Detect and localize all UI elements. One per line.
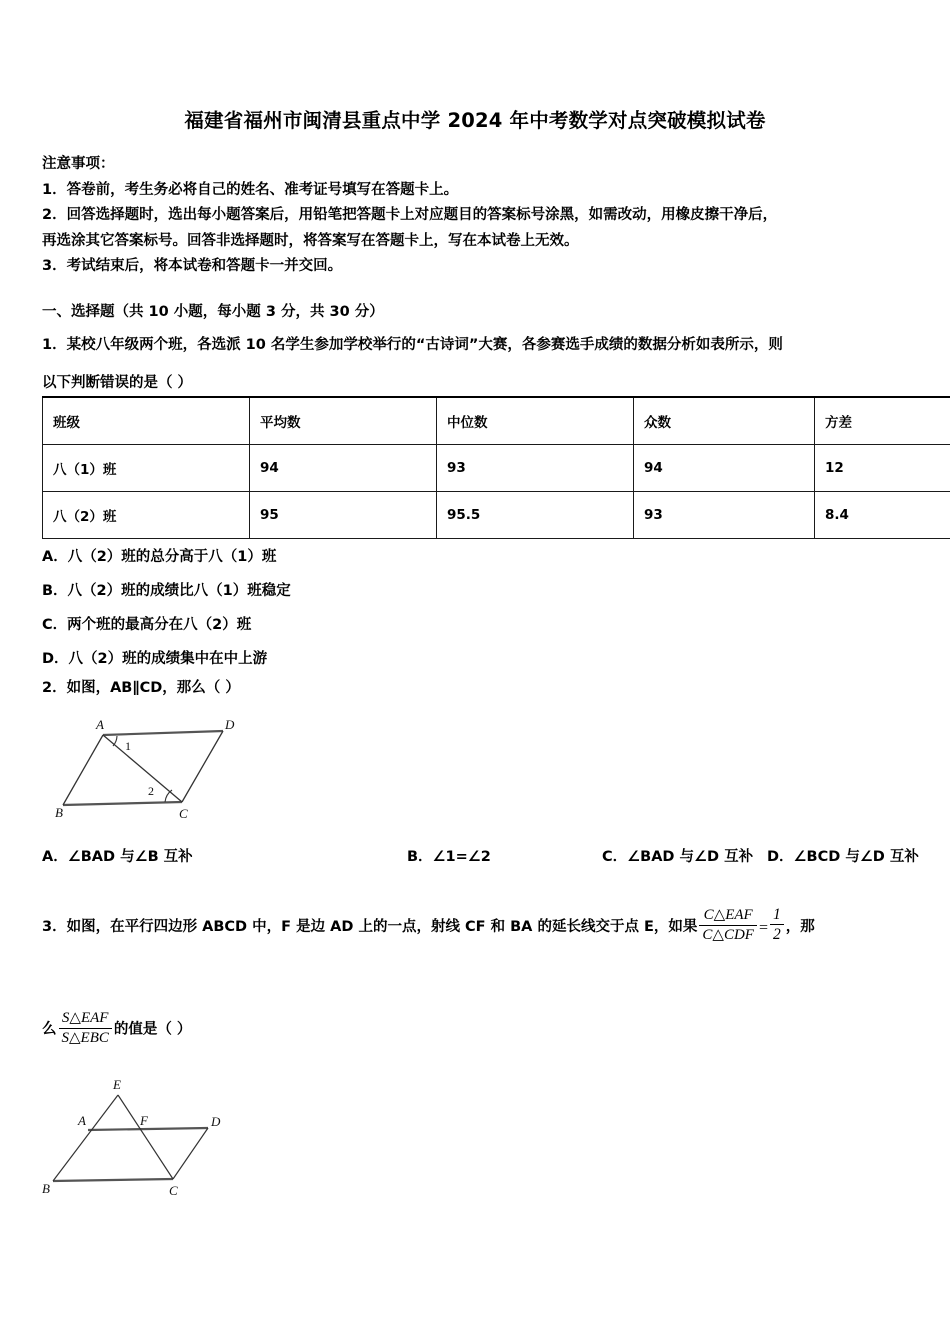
figure-1-label-c: C <box>179 806 188 821</box>
figure-2-label-a: A <box>78 1113 86 1128</box>
question-1-stem <box>42 326 908 402</box>
question-1-stem-line-2: 以下判断错误的是（ ） <box>42 375 193 391</box>
table-row <box>43 492 950 539</box>
notice-line-1: 1．答卷前，考生务必将自己的姓名、准考证号填写在答题卡上。 <box>42 181 459 198</box>
equals-sign: = <box>758 919 768 937</box>
question-2-options <box>42 845 919 869</box>
page-title: 福建省福州市闽清县重点中学 2024 年中考数学对点突破模拟试卷 <box>184 109 766 132</box>
table-cell: 八（1）班 <box>43 445 250 492</box>
question-2-figure <box>55 712 250 830</box>
figure-1-angle-1-label: 1 <box>125 739 131 753</box>
notice-line-3: 再选涂其它答案标号。回答非选择题时，将答案写在答题卡上，写在本试卷上无效。 <box>42 232 579 249</box>
question-3-fraction-area <box>59 1010 112 1047</box>
table-cell: 94 <box>250 445 437 492</box>
table-header-cell: 中位数 <box>437 397 634 445</box>
figure-1-label-b: B <box>55 805 63 820</box>
fraction-numerator: C△EAF <box>699 907 757 926</box>
fraction-denominator: C△CDF <box>702 927 754 944</box>
notice-line-2: 2．回答选择题时，选出每小题答案后，用铅笔把答题卡上对应题目的答案标号涂黑，如需改动，用橡皮擦干净后， <box>42 207 778 223</box>
notice-heading: 注意事项： <box>42 156 115 172</box>
table-cell: 八（2）班 <box>43 492 250 539</box>
fraction-numerator: S△EAF <box>59 1010 112 1029</box>
question-1-option-d[interactable]: D．八（2）班的成绩集中在中上游 <box>42 651 268 667</box>
notice-line-4: 3．考试结束后，将本试卷和答题卡一并交回。 <box>42 258 343 274</box>
figure-2-label-e: E <box>113 1078 121 1092</box>
question-2-option-c[interactable]: C．∠BAD 与∠D 互补 <box>602 849 754 865</box>
figure-1-angle-2-label: 2 <box>148 784 154 798</box>
table-header-cell: 方差 <box>815 397 950 445</box>
table-cell: 8.4 <box>815 492 950 539</box>
statistics-table <box>42 396 950 539</box>
table-cell: 95 <box>250 492 437 539</box>
figure-2-label-d: D <box>211 1114 221 1129</box>
table-cell: 95.5 <box>437 492 634 539</box>
table-header-row <box>43 397 950 445</box>
question-1-option-b[interactable]: B．八（2）班的成绩比八（1）班稳定 <box>42 583 291 599</box>
parallelogram-diagram-2 <box>40 1078 285 1223</box>
parallelogram-diagram-1 <box>55 712 250 830</box>
figure-2-label-f: F <box>140 1113 148 1128</box>
section-heading: 一、选择题（共 10 小题，每小题 3 分，共 30 分） <box>42 304 384 320</box>
figure-2-label-b: B <box>42 1181 50 1196</box>
question-2-option-a[interactable]: A．∠BAD 与∠B 互补 <box>42 849 193 865</box>
table-header-cell: 众数 <box>634 397 815 445</box>
fraction-numerator: 1 <box>770 906 784 925</box>
question-2-option-b[interactable]: B．∠1=∠2 <box>407 849 491 865</box>
figure-2-label-c: C <box>169 1183 178 1198</box>
table-cell: 94 <box>634 445 815 492</box>
question-2-option-d[interactable]: D．∠BCD 与∠D 互补 <box>767 849 919 865</box>
table-header-cell: 班级 <box>43 397 250 445</box>
figure-1-label-a: A <box>96 717 104 732</box>
fraction-denominator: S△EBC <box>61 1029 109 1046</box>
notice-block <box>42 152 908 280</box>
question-3-figure <box>40 1078 285 1223</box>
table-header-cell: 平均数 <box>250 397 437 445</box>
table-cell: 93 <box>437 445 634 492</box>
table-row <box>43 445 950 492</box>
question-1-option-a[interactable]: A．八（2）班的总分高于八（1）班 <box>42 549 277 565</box>
question-1-options <box>42 540 542 676</box>
table-cell: 93 <box>634 492 815 539</box>
table-cell: 12 <box>815 445 950 492</box>
question-3-fraction-value <box>770 906 784 944</box>
question-3-stem-line-2 <box>42 1010 191 1047</box>
question-3-stem-text-4: 的值是（ ） <box>113 1021 192 1038</box>
question-3-stem-text-1: 3．如图，在平行四边形 ABCD 中，F 是边 AD 上的一点，射线 CF 和 BA 的延长线交于点 E，如果 <box>42 918 698 935</box>
question-3-stem-line-1 <box>42 906 815 944</box>
question-3-fraction-perimeter <box>699 907 757 944</box>
question-1-option-c[interactable]: C．两个班的最高分在八（2）班 <box>42 617 252 633</box>
question-2-stem: 2．如图，AB∥CD，那么（ ） <box>42 680 240 696</box>
fraction-denominator: 2 <box>773 926 781 944</box>
question-3-stem-text-3: 么 <box>42 1021 57 1038</box>
question-3-stem-text-2: ，那 <box>785 918 815 935</box>
question-1-stem-line-1: 1．某校八年级两个班，各选派 10 名学生参加学校举行的“古诗词”大赛，各参赛选手成绩的数据分析如表所示，则 <box>42 337 783 353</box>
figure-1-label-d: D <box>225 717 235 732</box>
